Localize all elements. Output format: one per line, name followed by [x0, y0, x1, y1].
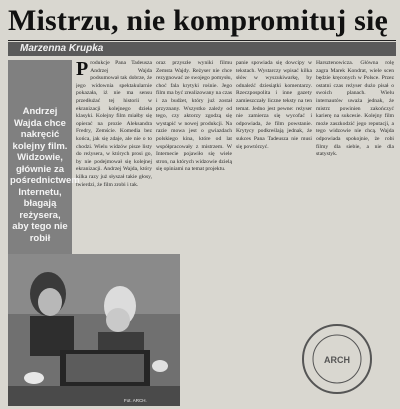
lead-text: Andrzej Wajda chce nakręcić kolejny film. Widzowie, głównie za pośrednictwem Internetu, błagają reżysera, aby tego nie robił — [10, 106, 80, 244]
column-2-text: oraz przyszłe wyniki filmu Zemsta Wajdy. Reżyser nie chce rezygnować ze swojego pomysłu, choć fala krytyki rośnie. Jego film ma być zrealizowany na czas i za budżet, który już został przyznany. Wszystko zależy od tego, czy aktorzy zgodzą się wystąpić w nowej produkcji. Na razie mowa jest o gwiazdach polskiego kina, które od lat współpracowały z mistrzem. W Internecie pojawiło się wiele stron, na których widzowie dzielą się opiniami na temat projektu. — [156, 60, 232, 173]
svg-text:ARCH: ARCH — [324, 355, 350, 365]
article-column-4 — [316, 60, 394, 318]
column-1-text: rodukcje Pana Tadeusza Andrzej Wajda podsumował tak dobrze, że jego widownia spektakularnie pokazała, iż nie ma sensu przedłużać tej historii w ekranizacji kolejnego dzieła klasyki. Kolejny film miałby się opierać na prozie Aleksandra Fredry, Zemście. Komedia bez końca, jak się zdaje, ale nie o to chodzi. Wielu widzów pisze listy do reżysera, w których prosi go, by nie podejmował się kolejnej ekranizacji. Andrzej Wajda, który kilka razy już słyszał takie głosy, twierdzi, że film zrobi i tak. — [76, 60, 152, 188]
article-column-1 — [76, 60, 152, 252]
article-photo — [8, 254, 180, 406]
headline: Mistrzu, nie kompromituj się — [8, 4, 389, 37]
photo-caption: Fot. ARCH. — [124, 398, 147, 403]
author-bar — [8, 42, 396, 56]
column-4-text: Harsztenowicza. Główna rolę zagra Marek Kondrat, wiele scen będzie kręconych w Polsce. Przez ostatni czas reżyser dużo pisał o swoich planach. Wielu internautów uważa jednak, że mistrz powinien zakończyć karierę na sukcesie. Kolejny film może zaszkodzić jego reputacji, a tego widzowie nie chcą. Wajda odpowiada spokojnie, że robi filmy dla siebie, a nie dla statystyk. — [316, 60, 394, 158]
headline-rule — [8, 40, 396, 41]
column-3-text: panie spowiada się dowcipy w tekstach. Wystarczy wpisać kilka słów w wyszukiwarkę, by odnaleźć dziesiątki komentarzy. Rzeczpospolita i inne gazety zamieszczały liczne teksty na ten temat. Jedno jest pewne: reżyser nie zamierza się wycofać i odpowiada, że film powstanie. Krytycy podkreślają jednak, że sukces Pana Tadeusza nie musi się powtórzyć. — [236, 60, 312, 150]
lead-box — [8, 60, 80, 260]
archive-stamp — [300, 322, 374, 396]
author-name: Marzenna Krupka — [20, 43, 104, 54]
photo-image — [8, 254, 180, 406]
drop-cap: P — [76, 60, 89, 80]
